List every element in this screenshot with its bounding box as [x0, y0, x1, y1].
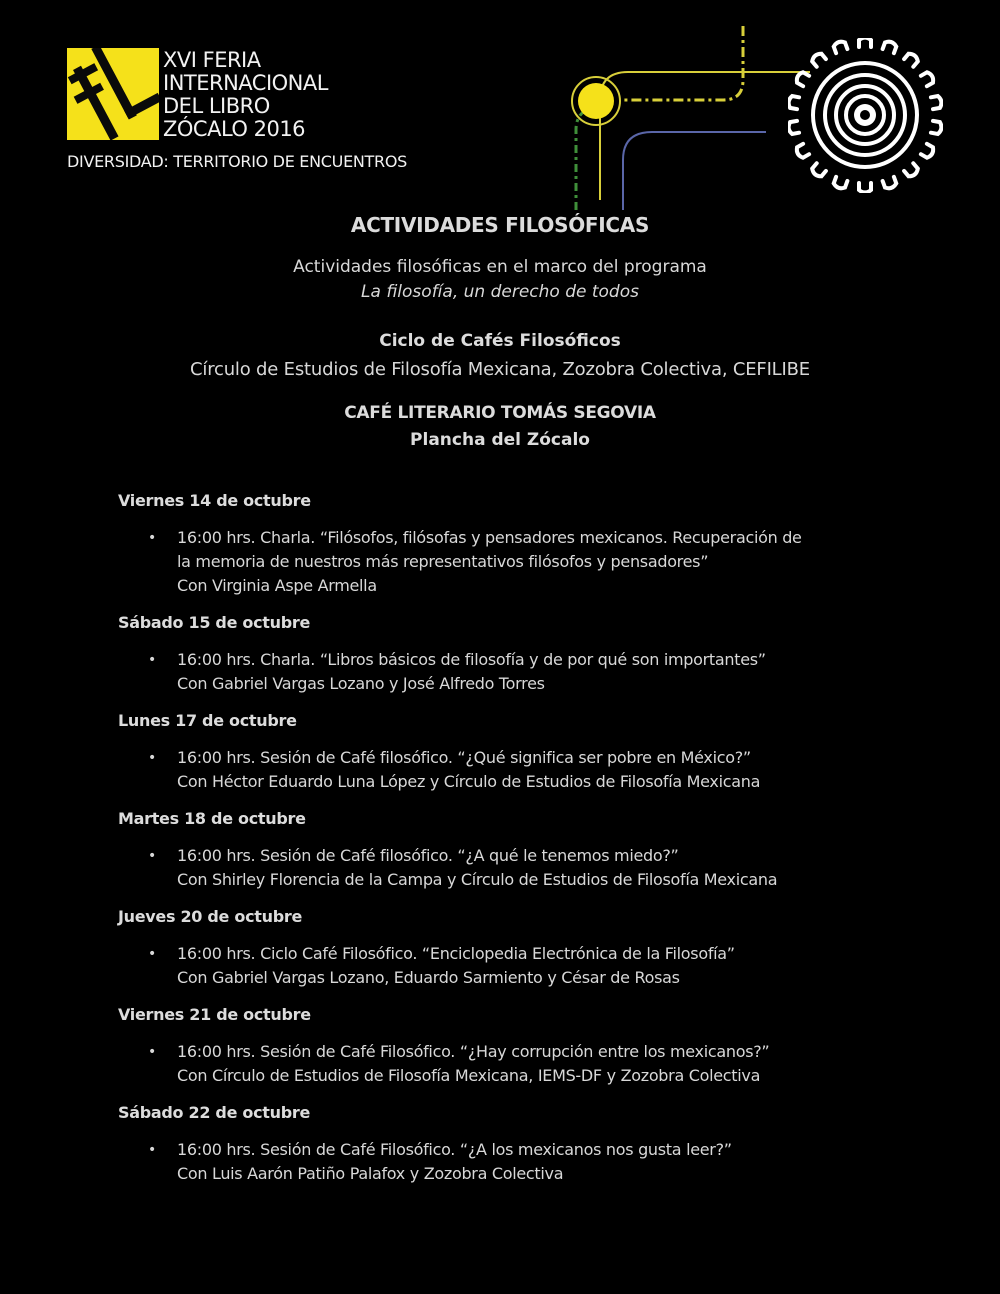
fair-title-line: DEL LIBRO: [163, 94, 270, 118]
transit-lines-icon: [560, 20, 810, 210]
day-section: [118, 1102, 898, 1186]
bullet-icon: •: [148, 652, 156, 668]
fair-title-line: INTERNACIONAL: [163, 71, 328, 95]
cycle-title: Ciclo de Cafés Filosóficos: [379, 331, 621, 351]
event-item: [118, 648, 898, 696]
event-line: 16:00 hrs. Sesión de Café filosófico. “¿Qué significa ser pobre en México?”: [177, 748, 751, 767]
bullet-icon: •: [148, 750, 156, 766]
event-speakers: Con Gabriel Vargas Lozano, Eduardo Sarmiento y César de Rosas: [177, 968, 680, 987]
event-item: [118, 746, 898, 794]
fair-title-line: ZÓCALO 2016: [163, 117, 306, 141]
event-line: 16:00 hrs. Sesión de Café filosófico. “¿A qué le tenemos miedo?”: [177, 846, 679, 865]
day-section: [118, 808, 898, 892]
sun-emblem-icon: [788, 38, 943, 193]
organizers: Círculo de Estudios de Filosofía Mexicana, Zozobra Colectiva, CEFILIBE: [190, 359, 810, 380]
event-line: 16:00 hrs. Charla. “Libros básicos de filosofía y de por qué son importantes”: [177, 650, 766, 669]
day-heading: Lunes 17 de octubre: [118, 711, 297, 730]
event-line: 16:00 hrs. Sesión de Café Filosófico. “¿A los mexicanos nos gusta leer?”: [177, 1140, 732, 1159]
event-line: 16:00 hrs. Ciclo Café Filosófico. “Enciclopedia Electrónica de la Filosofía”: [177, 944, 735, 963]
bullet-icon: •: [148, 848, 156, 864]
day-section: [118, 710, 898, 794]
day-section: [118, 490, 898, 598]
event-speakers: Con Héctor Eduardo Luna López y Círculo de Estudios de Filosofía Mexicana: [177, 772, 761, 791]
day-heading: Martes 18 de octubre: [118, 809, 306, 828]
page-title: ACTIVIDADES FILOSÓFICAS: [350, 213, 650, 237]
bullet-icon: •: [148, 1044, 156, 1060]
event-line: 16:00 hrs. Charla. “Filósofos, filósofas y pensadores mexicanos. Recuperación de: [177, 528, 802, 547]
bullet-icon: •: [148, 1142, 156, 1158]
venue: CAFÉ LITERARIO TOMÁS SEGOVIA: [344, 403, 656, 423]
tagline: DIVERSIDAD: TERRITORIO DE ENCUENTROS: [67, 152, 407, 171]
fair-title: [163, 49, 328, 141]
header: [0, 0, 1000, 210]
event-speakers: Con Virginia Aspe Armella: [177, 576, 377, 595]
event-line: la memoria de nuestros más representativos filósofos y pensadores”: [177, 552, 709, 571]
event-line: 16:00 hrs. Sesión de Café Filosófico. “¿Hay corrupción entre los mexicanos?”: [177, 1042, 770, 1061]
event-speakers: Con Shirley Florencia de la Campa y Círculo de Estudios de Filosofía Mexicana: [177, 870, 778, 889]
bullet-icon: •: [148, 530, 156, 546]
event-item: [118, 526, 898, 598]
venue-location: Plancha del Zócalo: [410, 430, 590, 450]
event-item: [118, 1040, 898, 1088]
event-speakers: Con Círculo de Estudios de Filosofía Mexicana, IEMS-DF y Zozobra Colectiva: [177, 1066, 761, 1085]
day-heading: Sábado 15 de octubre: [118, 613, 311, 632]
program-subtitle: Actividades filosóficas en el marco del programa: [293, 257, 707, 277]
day-heading: Sábado 22 de octubre: [118, 1103, 311, 1122]
day-heading: Viernes 21 de octubre: [118, 1005, 311, 1024]
day-heading: Jueves 20 de octubre: [118, 907, 302, 926]
day-heading: Viernes 14 de octubre: [118, 491, 311, 510]
schedule: [118, 490, 898, 1200]
event-speakers: Con Luis Aarón Patiño Palafox y Zozobra Colectiva: [177, 1164, 564, 1183]
day-section: [118, 612, 898, 696]
day-section: [118, 1004, 898, 1088]
day-section: [118, 906, 898, 990]
fair-title-line: XVI FERIA: [163, 48, 261, 72]
event-item: [118, 942, 898, 990]
event-item: [118, 844, 898, 892]
event-speakers: Con Gabriel Vargas Lozano y José Alfredo Torres: [177, 674, 545, 693]
fil-logo-icon: [67, 48, 159, 140]
event-item: [118, 1138, 898, 1186]
program-motto: La filosofía, un derecho de todos: [361, 282, 639, 302]
bullet-icon: •: [148, 946, 156, 962]
